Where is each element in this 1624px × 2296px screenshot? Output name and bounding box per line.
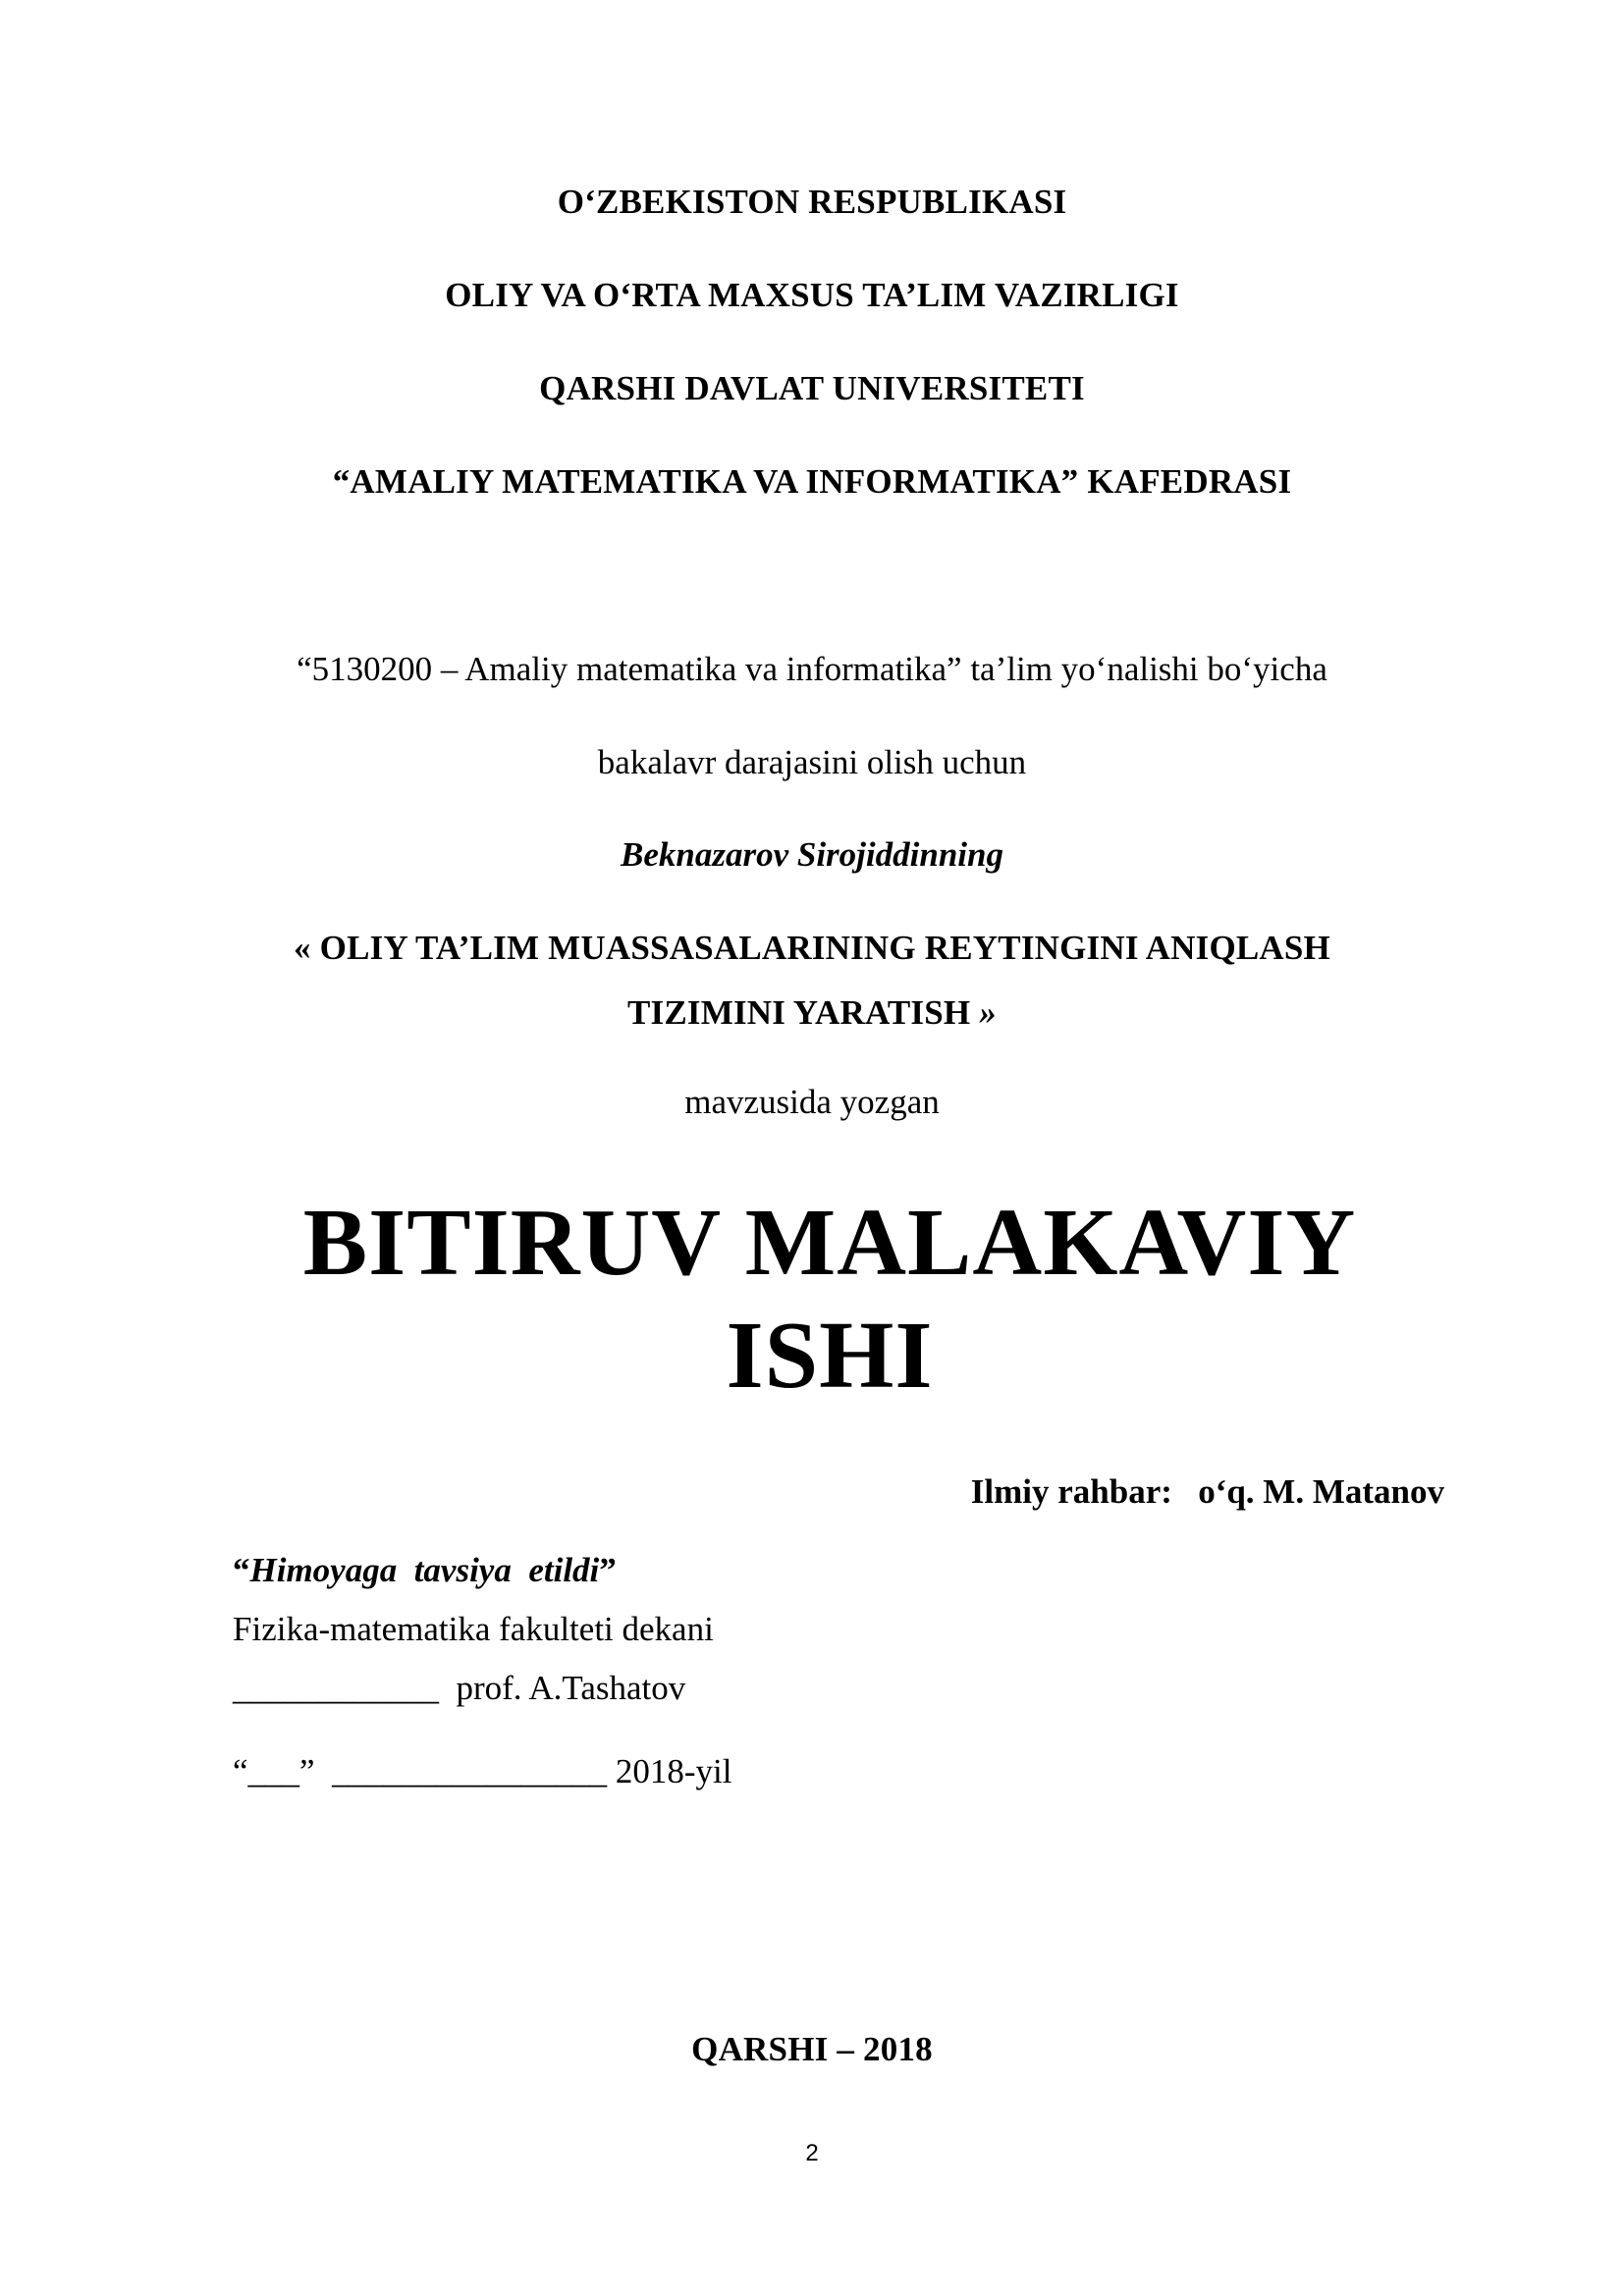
approval-close-quote: ” bbox=[599, 1551, 617, 1589]
topic-line-1-text: « OLIY TA’LIM MUASSASALARINING REYTINGINI ANIQLASH bbox=[294, 929, 1330, 967]
university-name: QARSHI DAVLAT UNIVERSITETI bbox=[539, 369, 1085, 407]
department-name: “AMALIY MATEMATIKA VA INFORMATIKA” KAFEDRASI bbox=[332, 462, 1292, 501]
ministry-country: O‘ZBEKISTON RESPUBLIKASI bbox=[557, 183, 1067, 221]
approval-heading bbox=[233, 1551, 617, 1590]
program-line: “5130200 – Amaliy matematika va informatika” ta’lim yo‘nalishi bo‘yicha bbox=[297, 650, 1327, 688]
supervisor-name: o‘q. M. Matanov bbox=[1198, 1472, 1444, 1511]
topic-close-quote: » bbox=[970, 993, 997, 1032]
written-on: mavzusida yozgan bbox=[684, 1083, 940, 1121]
page-number: 2 bbox=[805, 2140, 819, 2166]
place-year: QARSHI – 2018 bbox=[691, 2030, 933, 2068]
date-line: “___” ________________ 2018-yil bbox=[233, 1752, 732, 1790]
supervisor-label: Ilmiy rahbar: bbox=[970, 1472, 1172, 1511]
author-name: Beknazarov Sirojiddinning bbox=[621, 835, 1003, 874]
supervisor bbox=[971, 1472, 1444, 1512]
approval-open-quote: “ bbox=[233, 1551, 250, 1589]
dean-position: Fizika-matematika fakulteti dekani bbox=[233, 1610, 714, 1648]
topic-line-2-text: TIZIMINI YARATISH bbox=[627, 993, 971, 1032]
degree-line: bakalavr darajasini olish uchun bbox=[597, 743, 1027, 781]
work-title-line-1: BITIRUV MALAKAVIY bbox=[302, 1190, 1357, 1296]
ministry-name: OLIY VA O‘RTA MAXSUS TA’LIM VAZIRLIGI bbox=[445, 276, 1179, 314]
topic-line-2 bbox=[0, 993, 1624, 1033]
approval-text: Himoyaga tavsiya etildi bbox=[249, 1551, 600, 1589]
topic-line-1 bbox=[0, 929, 1624, 968]
dean-signature-line: ____________ prof. A.Tashatov bbox=[233, 1669, 686, 1707]
work-title-line-2: ISHI bbox=[726, 1303, 934, 1409]
